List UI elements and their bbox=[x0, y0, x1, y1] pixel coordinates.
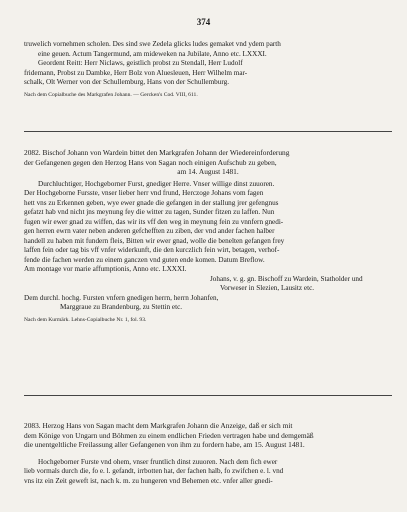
signature-line: Vorweser in Slezien, Lausitz etc. bbox=[220, 284, 315, 293]
document-heading: am 14. August 1481. bbox=[177, 167, 239, 177]
text-line: hett vns zu Erkennen geben, wye ewer gnade die gefangen in der stallung jrer gefengnus bbox=[24, 198, 279, 207]
text-line: fridemann, Probst zu Dambke, Herr Bolz von Aluesleuen, Herr Wilhelm mar- bbox=[24, 68, 248, 77]
text-line: laffen fein oder tag bis vff vnfer widerkunft, die den kurczlich fein wirt, betagen, verhof- bbox=[24, 246, 280, 255]
continued-document bbox=[24, 40, 392, 99]
source-note: Nach dem Kurmärk. Lehns-Copialbuche Nr. 1, fol. 93. bbox=[24, 316, 147, 323]
page-number: 374 bbox=[196, 17, 211, 27]
text-line: vns itz ein Zeit geweft ist, nach k. m. zu hungeren vnd Behemen etc. vnfer aller gnedi- bbox=[24, 476, 273, 485]
text-line: gen herren ewrn vater neben anderen gefchefften zu ziben, der vnd ander fachen halber bbox=[24, 227, 275, 236]
text-line: truwelich vornehmen scholen. Des sind swe Zedela glicks ludes gemaket vnd ydem parth bbox=[24, 40, 281, 48]
text-line: eine geuen. Actum Tangermund, am mideweken na Jubilate, Anno etc. LXXXI. bbox=[38, 49, 267, 58]
text-line: schalk, Olt Werner von der Schullemburg, Hans von der Schullemburg. bbox=[24, 78, 230, 86]
document-2082 bbox=[24, 148, 392, 324]
document-heading: dem Könige von Ungarn und Böhmen zu einem endlichen Frieden vertragen habe und demgemäß bbox=[24, 430, 314, 440]
text-line: gefatzt hab vnd nicht jns meynung fey die witter zu tagen, Sunder fitzen zu laffen. Nun bbox=[24, 208, 275, 217]
text-line: Der Hochgeborne Fursste, vnser lieber herr vnd frund, Herczoge Johans vom fagen bbox=[24, 189, 264, 198]
document-heading: 2083. Herzog Hans von Sagan macht dem Markgrafen Johann die Anzeige, daß er sich mit bbox=[24, 421, 293, 430]
document-heading: der Gefangenen gegen den Herzog Hans von Sagan noch einigen Aufschub zu geben, bbox=[24, 157, 277, 167]
text-line: Geordent Reitt: Herr Niclaws, geistlich probst zu Stendall, Herr Ludolf bbox=[38, 59, 243, 67]
section-divider bbox=[24, 131, 392, 132]
document-2083 bbox=[24, 421, 392, 486]
address-line: Marggraue zu Brandenburg, zu Stettin etc. bbox=[60, 303, 183, 312]
document-heading: 2082. Bischof Johann von Wardein bittet den Markgrafen Johann der Wiedereinforderung bbox=[24, 148, 290, 157]
text-line: Durchluchtiger, Hochgeborner Furst, gnediger Herre. Vnser willige dinst zuuoren. bbox=[38, 179, 275, 188]
section-divider bbox=[24, 395, 392, 396]
source-note: Nach dem Copialbuche des Markgrafen Johann. — Gercken's Cod. VIII, 611. bbox=[24, 91, 198, 98]
text-line: Hochgeborner Furste vnd ohem, vnser fruntlich dinst zuuoren. Nach dem fich ewer bbox=[38, 457, 278, 466]
signature-line: Johans, v. g. gn. Bischoff zu Wardein, Statholder und bbox=[210, 274, 363, 283]
text-line: handell zu haben mit fundern fleis, Bitten wir ewer gnad, wolle die benelten gefangen frey bbox=[24, 236, 285, 245]
address-line: Dem durchl. hochg. Fursten vnfern gnedigen herrn, herrn Johanfen, bbox=[24, 293, 219, 302]
text-line: fugen wir ewer gnad zu wiffen, das wir its vff den weg in meynung fein zu vnnfern gnedi- bbox=[24, 217, 284, 226]
text-line: lieb vormals durch die, fo e. l. gefandt, irrbotten hat, der fachen halb, fo zwifchen e. l. vnd bbox=[24, 467, 284, 476]
text-line: fende die fachen werden zu einem ganczen vnd guten ende komen. Datum Breflow. bbox=[24, 255, 265, 264]
document-heading: die unentgeltliche Freilassung aller Gefangenen von ihm zu fordern habe, am 15. August 1481. bbox=[24, 440, 305, 450]
text-line: Am montage vor marie affumptionis, Anno etc. LXXXI. bbox=[24, 265, 187, 274]
